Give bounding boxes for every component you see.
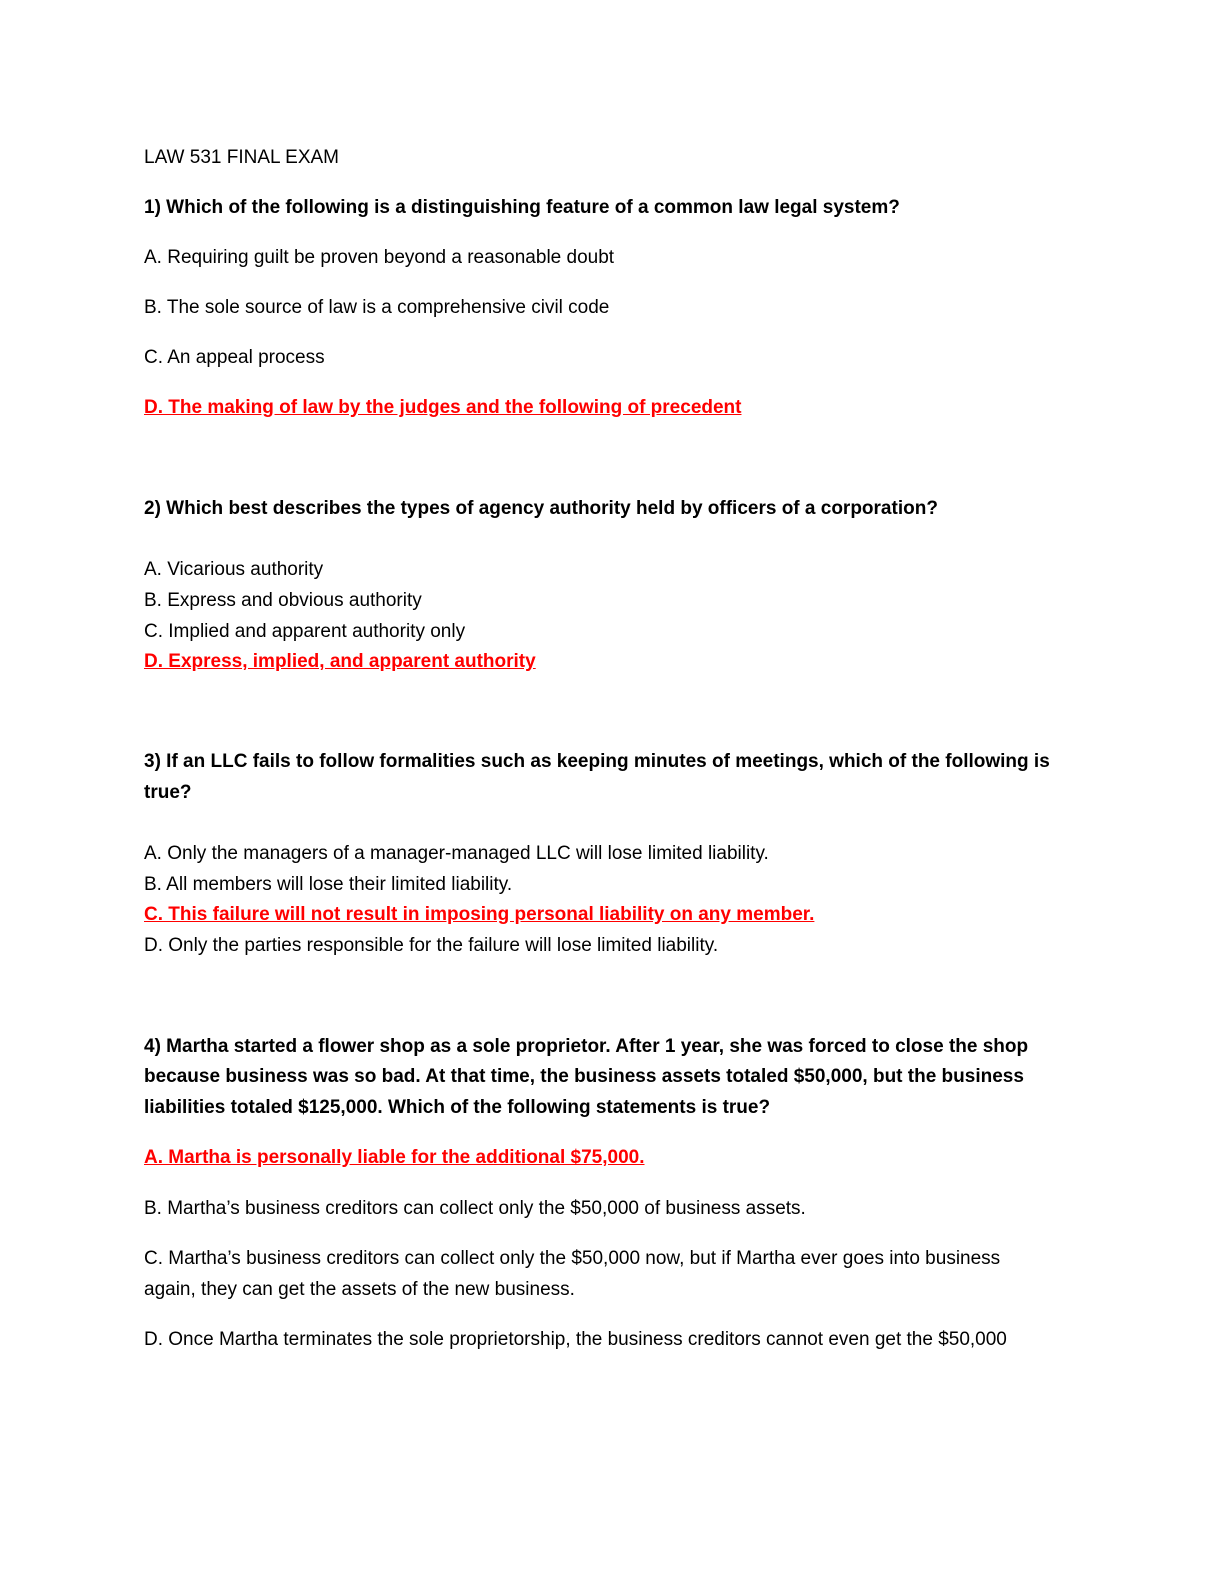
q2-option-c: C. Implied and apparent authority only xyxy=(144,621,466,642)
q4-option-c-line-1: C. Martha’s business creditors can collect only the $50,000 now, but if Martha ever goes into business xyxy=(144,1248,1001,1269)
question-2: 2) Which best describes the types of agency authority held by officers of a corporation? xyxy=(144,498,938,519)
q3-option-a: A. Only the managers of a manager-managed LLC will lose limited liability. xyxy=(144,843,769,864)
question-3-line-2: true? xyxy=(144,782,192,803)
q4-option-c-line-2: again, they can get the assets of the new business. xyxy=(144,1279,575,1300)
q4-option-a-correct: A. Martha is personally liable for the additional $75,000. xyxy=(144,1147,645,1168)
q2-option-a: A. Vicarious authority xyxy=(144,559,324,580)
q1-option-d-correct: D. The making of law by the judges and the following of precedent xyxy=(144,397,742,418)
q1-option-b: B. The sole source of law is a comprehensive civil code xyxy=(144,297,610,318)
question-4-line-2: because business was so bad. At that time, the business assets totaled $50,000, but the business xyxy=(144,1066,1024,1087)
question-4-line-1: 4) Martha started a flower shop as a sole proprietor. After 1 year, she was forced to close the shop xyxy=(144,1036,1029,1057)
q2-option-d-correct: D. Express, implied, and apparent authority xyxy=(144,651,536,672)
question-3-line-1: 3) If an LLC fails to follow formalities such as keeping minutes of meetings, which of the following is xyxy=(144,751,1050,772)
q2-option-b: B. Express and obvious authority xyxy=(144,590,422,611)
q4-option-d: D. Once Martha terminates the sole proprietorship, the business creditors cannot even get the $50,000 xyxy=(144,1329,1007,1350)
q1-option-a: A. Requiring guilt be proven beyond a reasonable doubt xyxy=(144,247,615,268)
q3-option-d: D. Only the parties responsible for the failure will lose limited liability. xyxy=(144,935,719,956)
question-1: 1) Which of the following is a distinguishing feature of a common law legal system? xyxy=(144,197,900,218)
q3-option-b: B. All members will lose their limited liability. xyxy=(144,874,513,895)
question-4-line-3: liabilities totaled $125,000. Which of the following statements is true? xyxy=(144,1097,771,1118)
exam-title: LAW 531 FINAL EXAM xyxy=(144,147,339,168)
q4-option-b: B. Martha’s business creditors can collect only the $50,000 of business assets. xyxy=(144,1198,806,1219)
q3-option-c-correct: C. This failure will not result in imposing personal liability on any member. xyxy=(144,904,815,925)
q1-option-c: C. An appeal process xyxy=(144,347,325,368)
